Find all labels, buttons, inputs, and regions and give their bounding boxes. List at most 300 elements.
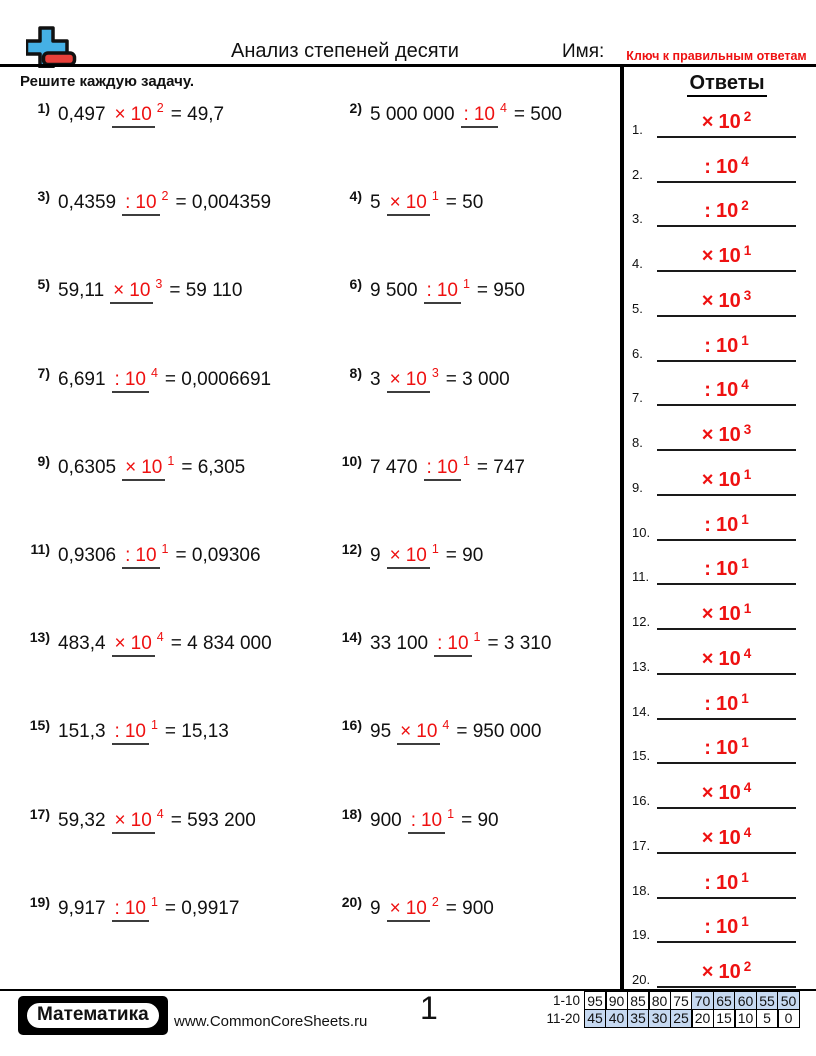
- problem-result: = 950 000: [456, 721, 542, 743]
- base-number: 10: [718, 782, 741, 804]
- answer-value: [704, 869, 749, 897]
- base-number: 10: [715, 155, 739, 178]
- exponent: 4: [156, 630, 164, 645]
- operator-symbol: :: [426, 280, 432, 302]
- problem-expression: [58, 189, 272, 214]
- exponent: 3: [743, 422, 752, 437]
- problem-item: [22, 541, 334, 629]
- problem-number: 20): [341, 893, 362, 910]
- grading-score-cell: 25: [670, 1009, 693, 1028]
- base-number: 10: [447, 633, 469, 655]
- exponent: 2: [741, 198, 749, 214]
- operator-symbol: :: [704, 513, 711, 536]
- problem-value: 9: [370, 897, 381, 919]
- grading-row-label: 1-10: [552, 993, 580, 1008]
- base-number: 10: [718, 961, 741, 983]
- answer-number: 9.: [632, 479, 643, 495]
- problem-value: 5: [370, 192, 381, 214]
- answer-blank-line: [657, 764, 796, 809]
- exponent: 1: [161, 541, 169, 556]
- answer-blank-line: [657, 183, 796, 228]
- base-number: 10: [718, 289, 741, 312]
- operator-symbol: ×: [701, 647, 714, 670]
- exponent: 4: [741, 153, 749, 169]
- problem-item: [22, 100, 334, 188]
- answer-item: [632, 720, 796, 765]
- base-number: 10: [715, 200, 739, 223]
- problem-result: = 4 834 000: [170, 633, 272, 655]
- problem-value: 7 470: [370, 456, 418, 478]
- operator-symbol: ×: [389, 368, 401, 390]
- problem-result: = 950: [476, 280, 525, 302]
- grading-score-cell: 55: [756, 991, 779, 1010]
- answer-number: 5.: [632, 300, 643, 316]
- answer-item: [632, 496, 796, 541]
- exponent: 1: [447, 806, 455, 821]
- operator-symbol: ×: [701, 468, 714, 491]
- answer-number: 6.: [632, 345, 643, 361]
- grading-score-cell: 60: [734, 991, 757, 1010]
- problem-expression: [58, 365, 272, 391]
- grading-score-cell: 20: [691, 1009, 714, 1028]
- base-number: 10: [473, 104, 495, 125]
- problem-number: 9): [37, 452, 50, 469]
- filled-answer-blank: [424, 457, 461, 481]
- filled-answer-blank: [122, 545, 159, 569]
- problem-item: [334, 276, 618, 364]
- exponent: 1: [743, 243, 752, 258]
- exponent: 4: [743, 780, 752, 795]
- problem-expression: [370, 277, 525, 302]
- base-number: 10: [718, 603, 741, 625]
- exponent: 4: [743, 645, 752, 661]
- base-number: 10: [718, 424, 741, 446]
- grading-score-cell: 75: [670, 991, 693, 1010]
- base-number: 10: [405, 897, 427, 919]
- problem-item: [22, 188, 334, 276]
- answer-number: 8.: [632, 435, 643, 450]
- grading-score-cell: 80: [648, 991, 671, 1010]
- exponent: 2: [743, 959, 752, 974]
- exponent: 4: [156, 806, 164, 821]
- answer-item: [632, 272, 796, 317]
- problem-result: = 59 110: [169, 280, 243, 302]
- answer-blank-line: [657, 720, 796, 765]
- exponent: 1: [431, 541, 439, 556]
- column-separator: [620, 67, 624, 990]
- operator-symbol: :: [114, 368, 120, 390]
- answer-blank-line: [657, 541, 796, 586]
- exponent: 1: [150, 894, 158, 909]
- operator-symbol: :: [704, 692, 711, 715]
- header-divider: [0, 64, 816, 67]
- grading-score-cell: 40: [605, 1009, 628, 1028]
- operator-symbol: :: [463, 104, 469, 125]
- exponent: 1: [462, 453, 470, 468]
- filled-answer-blank: [112, 104, 155, 128]
- problem-expression: [58, 101, 225, 126]
- filled-answer-blank: [397, 721, 440, 745]
- problem-number: 17): [29, 805, 50, 822]
- answer-item: [632, 406, 796, 451]
- problem-item: [334, 717, 618, 805]
- answer-blank-line: [657, 675, 796, 720]
- answer-item: [632, 675, 796, 720]
- problem-item: [334, 100, 618, 188]
- operator-symbol: ×: [125, 456, 137, 478]
- answer-value: [701, 287, 752, 315]
- problem-value: 483,4: [58, 633, 106, 655]
- problem-result: = 3 310: [487, 633, 552, 655]
- operator-symbol: ×: [701, 110, 714, 133]
- answers-title-label: Ответы: [687, 72, 766, 97]
- grading-table-row: [530, 991, 800, 1010]
- base-number: 10: [124, 897, 146, 919]
- answers-list: [632, 93, 796, 988]
- problem-result: = 50: [445, 192, 484, 214]
- problem-value: 6,691: [58, 368, 106, 390]
- answer-number: 16.: [632, 793, 651, 808]
- problem-number: 8): [349, 364, 362, 381]
- filled-answer-blank: [112, 633, 155, 657]
- problem-number: 16): [341, 717, 362, 734]
- answer-value: [704, 377, 749, 404]
- exponent: 3: [431, 365, 439, 380]
- answer-item: [632, 362, 796, 407]
- answer-number: 4.: [632, 256, 643, 271]
- operator-symbol: ×: [701, 424, 714, 446]
- answer-blank-line: [657, 943, 796, 988]
- answer-value: [704, 332, 749, 360]
- problem-item: [22, 276, 334, 364]
- grading-score-cell: 0: [777, 1009, 800, 1028]
- exponent: 1: [741, 556, 749, 572]
- problem-number: 12): [341, 540, 362, 557]
- base-number: 10: [718, 826, 741, 849]
- problem-item: [22, 717, 334, 805]
- problem-value: 33 100: [370, 633, 429, 655]
- problem-value: 3: [370, 368, 381, 390]
- exponent: 1: [741, 332, 749, 348]
- name-label: Имя:: [562, 41, 605, 62]
- base-number: 10: [436, 456, 458, 478]
- base-number: 10: [420, 809, 443, 831]
- operator-symbol: :: [125, 192, 131, 214]
- answer-item: [632, 854, 796, 899]
- base-number: 10: [124, 721, 146, 743]
- answer-number: 13.: [632, 658, 651, 674]
- answer-number: 18.: [632, 882, 651, 898]
- website-text: www.CommonCoreSheets.ru: [174, 1013, 368, 1030]
- answer-blank-line: [657, 451, 796, 496]
- grading-row-label: 11-20: [546, 1010, 580, 1026]
- problem-item: [334, 541, 618, 629]
- answer-value: [704, 735, 749, 762]
- answer-value: [701, 422, 752, 449]
- answer-blank-line: [657, 585, 796, 630]
- operator-symbol: ×: [701, 782, 714, 804]
- problem-number: 4): [349, 188, 362, 205]
- problem-value: 0,9306: [58, 544, 117, 566]
- exponent: 4: [741, 377, 749, 393]
- grading-score-cell: 90: [605, 991, 628, 1010]
- exponent: 4: [150, 365, 158, 380]
- base-number: 10: [718, 245, 741, 267]
- problem-result: = 0,0006691: [164, 368, 272, 390]
- answer-value: [704, 511, 749, 539]
- answer-number: 19.: [632, 927, 651, 943]
- problem-value: 9 500: [370, 280, 418, 302]
- brand-badge: [18, 996, 168, 1035]
- grading-score-cell: 45: [584, 1009, 607, 1028]
- answer-number: 15.: [632, 748, 651, 764]
- base-number: 10: [135, 192, 157, 214]
- answer-item: [632, 227, 796, 272]
- base-number: 10: [715, 871, 739, 894]
- exponent: 4: [499, 101, 507, 115]
- problem-number: 18): [341, 805, 362, 822]
- problem-value: 59,32: [58, 809, 106, 831]
- problem-number: 19): [29, 893, 50, 910]
- problem-item: [334, 629, 618, 717]
- problem-value: 0,4359: [58, 192, 117, 214]
- problem-number: 2): [349, 100, 362, 116]
- grading-score-cell: 15: [713, 1009, 736, 1028]
- problem-item: [334, 365, 618, 453]
- base-number: 10: [416, 721, 438, 743]
- operator-symbol: :: [704, 334, 711, 357]
- base-number: 10: [130, 104, 152, 125]
- base-number: 10: [715, 334, 739, 357]
- exponent: 2: [431, 894, 439, 909]
- problem-number: 14): [341, 629, 362, 646]
- filled-answer-blank: [387, 898, 430, 922]
- answer-value: [704, 690, 749, 718]
- filled-answer-blank: [122, 192, 159, 216]
- problem-expression: [370, 541, 484, 567]
- page-number: 1: [420, 990, 438, 1026]
- answer-value: [704, 556, 749, 583]
- problem-result: = 0,09306: [175, 544, 261, 566]
- answer-number: 20.: [632, 972, 651, 987]
- problem-expression: [370, 101, 562, 126]
- problem-expression: [58, 630, 272, 655]
- answer-number: 12.: [632, 614, 651, 629]
- grading-score-cell: 85: [627, 991, 650, 1010]
- base-number: 10: [130, 809, 152, 831]
- problem-number: 11): [30, 540, 50, 557]
- answer-item: [632, 585, 796, 630]
- instruction-text: Решите каждую задачу.: [20, 73, 195, 90]
- filled-answer-blank: [424, 280, 461, 304]
- answer-item: [632, 899, 796, 944]
- grading-score-cell: 10: [734, 1009, 757, 1028]
- base-number: 10: [436, 280, 458, 302]
- exponent: 1: [741, 690, 749, 706]
- base-number: 10: [135, 544, 157, 566]
- operator-symbol: :: [704, 155, 711, 178]
- answer-value: [701, 959, 752, 986]
- problem-expression: [370, 365, 510, 391]
- answer-blank-line: [657, 406, 796, 451]
- operator-symbol: ×: [114, 809, 126, 831]
- problem-number: 6): [349, 276, 362, 293]
- problem-expression: [58, 453, 246, 479]
- answer-blank-line: [657, 227, 796, 272]
- operator-symbol: :: [704, 737, 711, 760]
- problem-expression: [370, 189, 484, 214]
- answer-item: [632, 317, 796, 362]
- operator-symbol: :: [704, 916, 711, 939]
- filled-answer-blank: [387, 192, 430, 216]
- problem-item: [22, 806, 334, 894]
- answer-item: [632, 93, 796, 138]
- operator-symbol: :: [410, 809, 416, 831]
- exponent: 1: [743, 601, 752, 616]
- problem-result: = 0,004359: [175, 192, 272, 214]
- problem-expression: [58, 277, 243, 302]
- problem-value: 151,3: [58, 721, 106, 743]
- problem-item: [22, 629, 334, 717]
- base-number: 10: [718, 468, 741, 491]
- page-title: Анализ степеней десяти: [231, 40, 459, 62]
- operator-symbol: ×: [701, 826, 714, 849]
- grading-score-cell: 50: [777, 991, 800, 1010]
- problem-number: 10): [341, 452, 362, 469]
- base-number: 10: [405, 192, 427, 214]
- exponent: 3: [743, 287, 752, 303]
- base-number: 10: [130, 633, 152, 655]
- answer-blank-line: [657, 317, 796, 362]
- exponent: 1: [741, 869, 749, 885]
- problem-value: 5 000 000: [370, 104, 455, 125]
- problem-expression: [370, 806, 499, 832]
- exponent: 4: [442, 718, 450, 733]
- grading-score-cell: 5: [756, 1009, 779, 1028]
- operator-symbol: :: [704, 871, 711, 894]
- answer-number: 17.: [632, 837, 651, 853]
- grading-table: [530, 991, 800, 1028]
- exponent: 4: [743, 824, 752, 840]
- operator-symbol: ×: [701, 603, 714, 625]
- base-number: 10: [718, 110, 741, 133]
- problem-value: 900: [370, 809, 402, 831]
- operator-symbol: ×: [114, 633, 126, 655]
- problem-result: = 3 000: [445, 368, 510, 390]
- exponent: 1: [743, 466, 752, 482]
- grading-score-cell: 70: [691, 991, 714, 1010]
- problem-value: 9: [370, 544, 381, 566]
- base-number: 10: [141, 456, 163, 478]
- operator-symbol: ×: [113, 280, 125, 302]
- answer-number: 2.: [632, 166, 643, 182]
- problem-value: 59,11: [58, 280, 105, 302]
- operator-symbol: :: [114, 721, 120, 743]
- exponent: 2: [156, 101, 164, 115]
- answer-value: [701, 780, 752, 807]
- base-number: 10: [715, 737, 739, 760]
- problem-value: 95: [370, 721, 392, 743]
- problem-number: 15): [29, 717, 50, 734]
- filled-answer-blank: [112, 369, 149, 393]
- answer-value: [701, 466, 752, 494]
- base-number: 10: [715, 692, 739, 715]
- grading-score-cell: 35: [627, 1009, 650, 1028]
- base-number: 10: [718, 647, 741, 670]
- answers-title: [657, 72, 797, 95]
- problem-item: [22, 453, 334, 541]
- operator-symbol: ×: [701, 961, 714, 983]
- problem-result: = 0,9917: [164, 897, 240, 919]
- answer-value: [701, 108, 752, 136]
- answer-value: [704, 914, 749, 941]
- answer-blank-line: [657, 899, 796, 944]
- problem-result: = 15,13: [164, 721, 229, 743]
- grading-score-cell: 30: [648, 1009, 671, 1028]
- problem-result: = 900: [445, 897, 494, 919]
- answer-value: [701, 645, 752, 673]
- brand-pill: [25, 1001, 161, 1030]
- problem-result: = 747: [476, 456, 525, 478]
- problem-result: = 6,305: [181, 456, 246, 478]
- base-number: 10: [715, 379, 739, 402]
- operator-symbol: :: [114, 897, 120, 919]
- problem-expression: [58, 541, 261, 567]
- exponent: 1: [462, 277, 470, 292]
- problem-item: [334, 453, 618, 541]
- problem-expression: [58, 718, 229, 743]
- answer-number: 14.: [632, 703, 651, 719]
- filled-answer-blank: [110, 280, 153, 304]
- problem-expression: [58, 894, 240, 920]
- operator-symbol: :: [426, 456, 432, 478]
- problem-result: = 500: [513, 104, 562, 125]
- answer-value: [704, 153, 749, 181]
- filled-answer-blank: [387, 369, 430, 393]
- answer-value: [701, 824, 752, 852]
- operator-symbol: :: [125, 544, 131, 566]
- answer-blank-line: [657, 630, 796, 675]
- answer-blank-line: [657, 809, 796, 854]
- filled-answer-blank: [461, 104, 498, 128]
- answer-item: [632, 541, 796, 586]
- problem-result: = 593 200: [170, 809, 256, 831]
- answer-value: [701, 601, 752, 628]
- problem-expression: [370, 630, 552, 655]
- problem-value: 0,6305: [58, 456, 117, 478]
- problem-result: = 49,7: [170, 104, 225, 125]
- answer-key-label: Ключ к правильным ответам: [626, 49, 807, 63]
- base-number: 10: [715, 558, 739, 581]
- plus-minus-logo-icon: [26, 26, 78, 68]
- problem-expression: [58, 806, 256, 832]
- answer-item: [632, 183, 796, 228]
- operator-symbol: ×: [114, 104, 126, 125]
- answer-blank-line: [657, 138, 796, 183]
- exponent: 2: [743, 108, 752, 124]
- grading-score-cell: 65: [713, 991, 736, 1010]
- problem-result: = 90: [445, 544, 484, 566]
- filled-answer-blank: [387, 545, 430, 569]
- grading-table-row: [530, 1009, 800, 1028]
- answer-value: [701, 243, 752, 270]
- operator-symbol: ×: [389, 192, 401, 214]
- exponent: 1: [741, 914, 749, 930]
- answer-blank-line: [657, 496, 796, 541]
- problem-item: [22, 894, 334, 982]
- filled-answer-blank: [112, 898, 149, 922]
- operator-symbol: :: [437, 633, 443, 655]
